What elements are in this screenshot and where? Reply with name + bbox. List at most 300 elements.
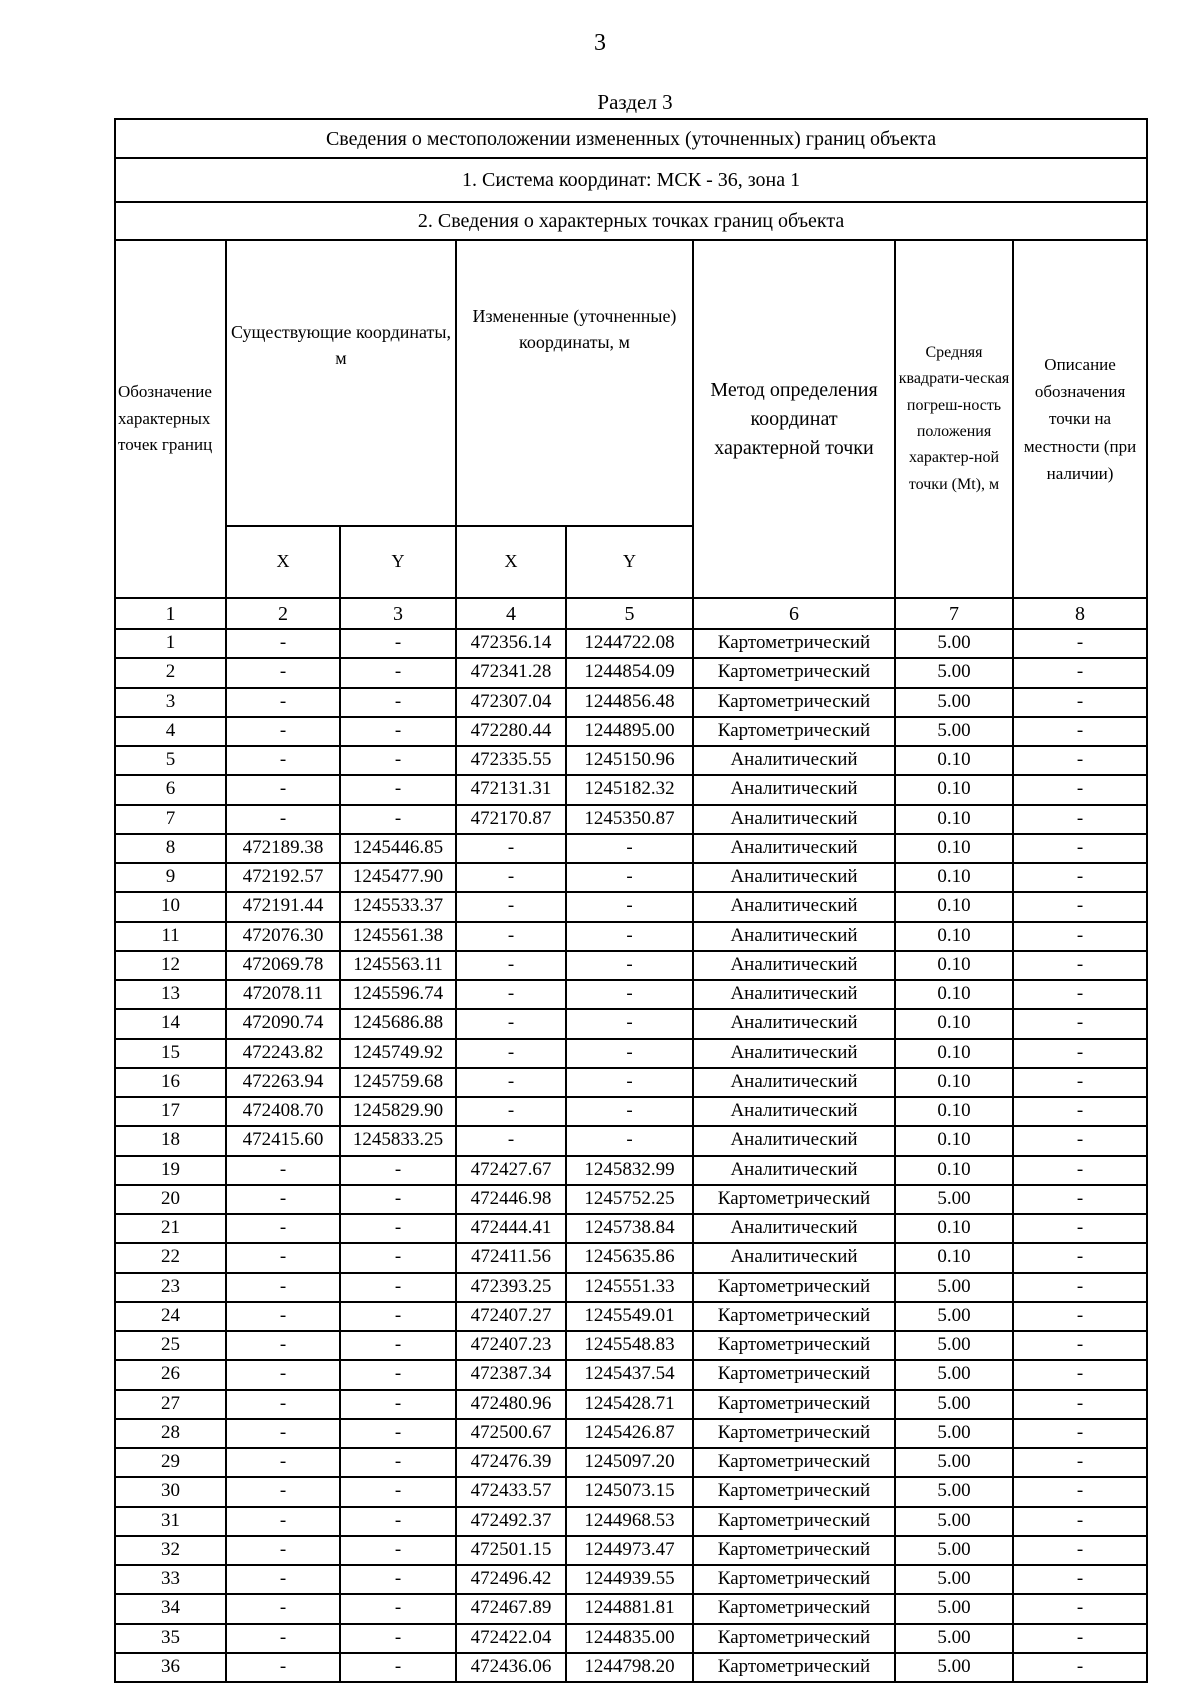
changed-y-cell: 1245551.33 (566, 1273, 693, 1302)
existing-x-cell: 472243.82 (226, 1039, 340, 1068)
changed-y-cell: - (566, 980, 693, 1009)
changed-x-cell: 472501.15 (456, 1536, 566, 1565)
changed-y-cell: 1244939.55 (566, 1565, 693, 1594)
header-changed-coordinates: Измененные (уточненные) координаты, м (456, 240, 693, 526)
existing-x-cell: - (226, 717, 340, 746)
description-cell: - (1013, 1097, 1147, 1126)
changed-y-cell: 1244835.00 (566, 1624, 693, 1653)
method-cell: Аналитический (693, 892, 895, 921)
method-cell: Аналитический (693, 1068, 895, 1097)
existing-y-cell: - (340, 746, 456, 775)
error-cell: 5.00 (895, 1565, 1013, 1594)
method-cell: Картометрический (693, 629, 895, 658)
method-cell: Аналитический (693, 805, 895, 834)
existing-y-cell: - (340, 1536, 456, 1565)
error-cell: 5.00 (895, 1536, 1013, 1565)
changed-y-cell: 1245182.32 (566, 775, 693, 804)
existing-x-cell: - (226, 1565, 340, 1594)
changed-x-cell: 472407.23 (456, 1331, 566, 1360)
method-cell: Картометрический (693, 1360, 895, 1389)
point-number-cell: 28 (115, 1419, 226, 1448)
table-row (115, 863, 1147, 892)
changed-y-cell: - (566, 1097, 693, 1126)
table-row (115, 805, 1147, 834)
column-number: 7 (895, 598, 1013, 629)
error-cell: 5.00 (895, 1624, 1013, 1653)
method-cell: Аналитический (693, 863, 895, 892)
table-row (115, 1214, 1147, 1243)
error-cell: 5.00 (895, 1594, 1013, 1623)
table-row (115, 980, 1147, 1009)
existing-x-cell: 472192.57 (226, 863, 340, 892)
method-cell: Картометрический (693, 1477, 895, 1506)
changed-y-cell: 1245548.83 (566, 1331, 693, 1360)
existing-x-cell: - (226, 1331, 340, 1360)
boundary-points-table (114, 118, 1148, 1683)
column-number: 5 (566, 598, 693, 629)
error-cell: 5.00 (895, 1653, 1013, 1682)
header-error: Средняя квадрати-ческая погреш-ность положения характер-ной точки (Mt), м (895, 240, 1013, 598)
error-cell: 0.10 (895, 834, 1013, 863)
error-cell: 5.00 (895, 1477, 1013, 1506)
existing-x-cell: 472090.74 (226, 1009, 340, 1038)
table-row (115, 775, 1147, 804)
existing-x-cell: - (226, 1536, 340, 1565)
changed-y-cell: 1244856.48 (566, 688, 693, 717)
changed-y-cell: 1244854.09 (566, 658, 693, 687)
changed-x-cell: 472356.14 (456, 629, 566, 658)
error-cell: 5.00 (895, 1419, 1013, 1448)
point-number-cell: 22 (115, 1243, 226, 1272)
changed-y-cell: 1245426.87 (566, 1419, 693, 1448)
table-row (115, 1273, 1147, 1302)
table-row (115, 1156, 1147, 1185)
description-cell: - (1013, 1565, 1147, 1594)
existing-y-cell: 1245563.11 (340, 951, 456, 980)
table-row (115, 1653, 1147, 1682)
existing-y-cell: - (340, 1448, 456, 1477)
description-cell: - (1013, 629, 1147, 658)
existing-y-cell: - (340, 1565, 456, 1594)
method-cell: Аналитический (693, 1097, 895, 1126)
existing-x-cell: - (226, 1419, 340, 1448)
error-cell: 0.10 (895, 863, 1013, 892)
method-cell: Аналитический (693, 775, 895, 804)
existing-y-cell: - (340, 1214, 456, 1243)
error-cell: 0.10 (895, 1009, 1013, 1038)
existing-y-cell: - (340, 775, 456, 804)
existing-y-cell: 1245596.74 (340, 980, 456, 1009)
description-cell: - (1013, 1419, 1147, 1448)
description-cell: - (1013, 1477, 1147, 1506)
error-cell: 0.10 (895, 1243, 1013, 1272)
point-number-cell: 4 (115, 717, 226, 746)
changed-x-cell: 472427.67 (456, 1156, 566, 1185)
changed-x-cell: 472341.28 (456, 658, 566, 687)
description-cell: - (1013, 1302, 1147, 1331)
existing-y-cell: 1245533.37 (340, 892, 456, 921)
description-cell: - (1013, 892, 1147, 921)
changed-x-cell: - (456, 1097, 566, 1126)
table-row (115, 922, 1147, 951)
header-existing-y: Y (340, 526, 456, 598)
error-cell: 0.10 (895, 922, 1013, 951)
changed-x-cell: 472411.56 (456, 1243, 566, 1272)
description-cell: - (1013, 1536, 1147, 1565)
point-number-cell: 15 (115, 1039, 226, 1068)
changed-y-cell: 1244895.00 (566, 717, 693, 746)
changed-y-cell: 1245073.15 (566, 1477, 693, 1506)
description-cell: - (1013, 834, 1147, 863)
changed-y-cell: 1244798.20 (566, 1653, 693, 1682)
description-cell: - (1013, 1390, 1147, 1419)
description-cell: - (1013, 863, 1147, 892)
table-row (115, 834, 1147, 863)
error-cell: 5.00 (895, 1331, 1013, 1360)
existing-x-cell: - (226, 1185, 340, 1214)
changed-y-cell: 1244881.81 (566, 1594, 693, 1623)
table-row (115, 629, 1147, 658)
existing-x-cell: - (226, 1243, 340, 1272)
error-cell: 5.00 (895, 658, 1013, 687)
description-cell: - (1013, 1185, 1147, 1214)
changed-y-cell: - (566, 922, 693, 951)
error-cell: 5.00 (895, 1507, 1013, 1536)
changed-y-cell: - (566, 951, 693, 980)
changed-x-cell: 472446.98 (456, 1185, 566, 1214)
error-cell: 0.10 (895, 1068, 1013, 1097)
table-row (115, 746, 1147, 775)
table-row (115, 688, 1147, 717)
method-cell: Картометрический (693, 1390, 895, 1419)
point-number-cell: 35 (115, 1624, 226, 1653)
existing-x-cell: - (226, 1448, 340, 1477)
points-heading: 2. Сведения о характерных точках границ объекта (115, 202, 1147, 240)
existing-y-cell: 1245759.68 (340, 1068, 456, 1097)
existing-x-cell: 472078.11 (226, 980, 340, 1009)
error-cell: 5.00 (895, 1448, 1013, 1477)
existing-x-cell: - (226, 1156, 340, 1185)
method-cell: Аналитический (693, 1214, 895, 1243)
changed-x-cell: - (456, 1039, 566, 1068)
table-row (115, 1009, 1147, 1038)
error-cell: 0.10 (895, 775, 1013, 804)
description-cell: - (1013, 1009, 1147, 1038)
changed-x-cell: 472422.04 (456, 1624, 566, 1653)
method-cell: Картометрический (693, 1331, 895, 1360)
existing-x-cell: - (226, 1214, 340, 1243)
existing-y-cell: 1245446.85 (340, 834, 456, 863)
description-cell: - (1013, 1448, 1147, 1477)
existing-x-cell: - (226, 1302, 340, 1331)
existing-x-cell: - (226, 1653, 340, 1682)
column-number: 3 (340, 598, 456, 629)
existing-x-cell: - (226, 688, 340, 717)
changed-x-cell: - (456, 834, 566, 863)
point-number-cell: 2 (115, 658, 226, 687)
changed-x-cell: 472444.41 (456, 1214, 566, 1243)
existing-y-cell: - (340, 1390, 456, 1419)
existing-y-cell: - (340, 805, 456, 834)
header-method: Метод определения координат характерной точки (693, 240, 895, 598)
point-number-cell: 7 (115, 805, 226, 834)
column-number: 2 (226, 598, 340, 629)
description-cell: - (1013, 1068, 1147, 1097)
existing-y-cell: - (340, 1653, 456, 1682)
table-row (115, 1039, 1147, 1068)
table-row (115, 951, 1147, 980)
method-cell: Картометрический (693, 1624, 895, 1653)
existing-y-cell: - (340, 1594, 456, 1623)
table-row (115, 1448, 1147, 1477)
method-cell: Картометрический (693, 1185, 895, 1214)
page-number: 3 (594, 30, 606, 56)
existing-y-cell: 1245833.25 (340, 1126, 456, 1155)
existing-y-cell: - (340, 1360, 456, 1389)
table-row (115, 1419, 1147, 1448)
header-description: Описание обозначения точки на местности (при наличии) (1013, 240, 1147, 598)
method-cell: Картометрический (693, 1273, 895, 1302)
changed-x-cell: 472307.04 (456, 688, 566, 717)
error-cell: 0.10 (895, 1156, 1013, 1185)
point-number-cell: 21 (115, 1214, 226, 1243)
column-number: 1 (115, 598, 226, 629)
header-changed-x: X (456, 526, 566, 598)
point-number-cell: 19 (115, 1156, 226, 1185)
existing-y-cell: - (340, 1331, 456, 1360)
point-number-cell: 6 (115, 775, 226, 804)
existing-x-cell: - (226, 1360, 340, 1389)
error-cell: 5.00 (895, 717, 1013, 746)
error-cell: 5.00 (895, 1360, 1013, 1389)
method-cell: Аналитический (693, 834, 895, 863)
changed-x-cell: - (456, 1068, 566, 1097)
point-number-cell: 18 (115, 1126, 226, 1155)
existing-x-cell: 472415.60 (226, 1126, 340, 1155)
changed-y-cell: 1244722.08 (566, 629, 693, 658)
header-changed-y: Y (566, 526, 693, 598)
changed-x-cell: 472170.87 (456, 805, 566, 834)
changed-x-cell: 472500.67 (456, 1419, 566, 1448)
method-cell: Картометрический (693, 1565, 895, 1594)
changed-y-cell: - (566, 1068, 693, 1097)
point-number-cell: 25 (115, 1331, 226, 1360)
changed-x-cell: 472335.55 (456, 746, 566, 775)
description-cell: - (1013, 1624, 1147, 1653)
changed-y-cell: 1244968.53 (566, 1507, 693, 1536)
error-cell: 0.10 (895, 951, 1013, 980)
point-number-cell: 31 (115, 1507, 226, 1536)
description-cell: - (1013, 1156, 1147, 1185)
point-number-cell: 23 (115, 1273, 226, 1302)
existing-x-cell: - (226, 1273, 340, 1302)
existing-x-cell: 472069.78 (226, 951, 340, 980)
method-cell: Картометрический (693, 688, 895, 717)
existing-y-cell: - (340, 688, 456, 717)
point-number-cell: 32 (115, 1536, 226, 1565)
existing-x-cell: 472189.38 (226, 834, 340, 863)
error-cell: 5.00 (895, 1390, 1013, 1419)
existing-y-cell: - (340, 1624, 456, 1653)
point-number-cell: 16 (115, 1068, 226, 1097)
table-row (115, 1536, 1147, 1565)
table-row (115, 1507, 1147, 1536)
existing-x-cell: - (226, 1624, 340, 1653)
table-row (115, 892, 1147, 921)
error-cell: 5.00 (895, 1273, 1013, 1302)
description-cell: - (1013, 717, 1147, 746)
description-cell: - (1013, 775, 1147, 804)
existing-y-cell: 1245686.88 (340, 1009, 456, 1038)
method-cell: Картометрический (693, 1419, 895, 1448)
point-number-cell: 3 (115, 688, 226, 717)
point-number-cell: 17 (115, 1097, 226, 1126)
existing-y-cell: - (340, 1302, 456, 1331)
point-number-cell: 1 (115, 629, 226, 658)
method-cell: Аналитический (693, 1243, 895, 1272)
point-number-cell: 24 (115, 1302, 226, 1331)
changed-x-cell: 472407.27 (456, 1302, 566, 1331)
column-number: 4 (456, 598, 566, 629)
error-cell: 5.00 (895, 629, 1013, 658)
header-designation: Обозначение характерных точек границ (115, 240, 226, 598)
changed-y-cell: - (566, 863, 693, 892)
column-number: 8 (1013, 598, 1147, 629)
description-cell: - (1013, 922, 1147, 951)
table-row (115, 1624, 1147, 1653)
existing-x-cell: - (226, 1477, 340, 1506)
error-cell: 0.10 (895, 1097, 1013, 1126)
point-number-cell: 29 (115, 1448, 226, 1477)
table-row (115, 1565, 1147, 1594)
description-cell: - (1013, 980, 1147, 1009)
table-row (115, 1126, 1147, 1155)
description-cell: - (1013, 805, 1147, 834)
table-row (115, 1360, 1147, 1389)
changed-x-cell: 472476.39 (456, 1448, 566, 1477)
method-cell: Картометрический (693, 1302, 895, 1331)
changed-x-cell: - (456, 1009, 566, 1038)
point-number-cell: 11 (115, 922, 226, 951)
changed-x-cell: 472433.57 (456, 1477, 566, 1506)
changed-x-cell: - (456, 863, 566, 892)
method-cell: Аналитический (693, 951, 895, 980)
description-cell: - (1013, 1331, 1147, 1360)
changed-y-cell: - (566, 1039, 693, 1068)
changed-y-cell: 1244973.47 (566, 1536, 693, 1565)
existing-y-cell: 1245749.92 (340, 1039, 456, 1068)
table-row (115, 1302, 1147, 1331)
column-number: 6 (693, 598, 895, 629)
description-cell: - (1013, 1126, 1147, 1155)
method-cell: Картометрический (693, 1536, 895, 1565)
changed-y-cell: 1245832.99 (566, 1156, 693, 1185)
table-row (115, 1331, 1147, 1360)
changed-x-cell: 472280.44 (456, 717, 566, 746)
point-number-cell: 8 (115, 834, 226, 863)
point-number-cell: 26 (115, 1360, 226, 1389)
existing-x-cell: - (226, 1594, 340, 1623)
method-cell: Аналитический (693, 1009, 895, 1038)
error-cell: 5.00 (895, 688, 1013, 717)
changed-x-cell: 472496.42 (456, 1565, 566, 1594)
error-cell: 0.10 (895, 746, 1013, 775)
description-cell: - (1013, 746, 1147, 775)
method-cell: Аналитический (693, 1126, 895, 1155)
method-cell: Аналитический (693, 1156, 895, 1185)
changed-y-cell: - (566, 1009, 693, 1038)
description-cell: - (1013, 688, 1147, 717)
changed-y-cell: 1245549.01 (566, 1302, 693, 1331)
point-number-cell: 36 (115, 1653, 226, 1682)
changed-x-cell: - (456, 1126, 566, 1155)
header-existing-coordinates: Существующие координаты, м (226, 240, 456, 526)
error-cell: 0.10 (895, 980, 1013, 1009)
method-cell: Картометрический (693, 1507, 895, 1536)
point-number-cell: 12 (115, 951, 226, 980)
method-cell: Картометрический (693, 1653, 895, 1682)
existing-y-cell: 1245561.38 (340, 922, 456, 951)
existing-x-cell: - (226, 746, 340, 775)
existing-x-cell: 472076.30 (226, 922, 340, 951)
existing-y-cell: - (340, 1477, 456, 1506)
table-row (115, 717, 1147, 746)
existing-x-cell: - (226, 1390, 340, 1419)
changed-x-cell: 472467.89 (456, 1594, 566, 1623)
table-row (115, 1390, 1147, 1419)
existing-x-cell: - (226, 805, 340, 834)
changed-y-cell: 1245437.54 (566, 1360, 693, 1389)
existing-y-cell: - (340, 1273, 456, 1302)
changed-x-cell: 472131.31 (456, 775, 566, 804)
changed-x-cell: 472393.25 (456, 1273, 566, 1302)
changed-y-cell: - (566, 834, 693, 863)
description-cell: - (1013, 1214, 1147, 1243)
error-cell: 5.00 (895, 1302, 1013, 1331)
point-number-cell: 20 (115, 1185, 226, 1214)
error-cell: 0.10 (895, 1126, 1013, 1155)
changed-x-cell: - (456, 922, 566, 951)
changed-y-cell: 1245428.71 (566, 1390, 693, 1419)
point-number-cell: 27 (115, 1390, 226, 1419)
method-cell: Аналитический (693, 980, 895, 1009)
point-number-cell: 9 (115, 863, 226, 892)
point-number-cell: 14 (115, 1009, 226, 1038)
changed-y-cell: 1245097.20 (566, 1448, 693, 1477)
changed-y-cell: 1245350.87 (566, 805, 693, 834)
error-cell: 0.10 (895, 892, 1013, 921)
description-cell: - (1013, 658, 1147, 687)
point-number-cell: 30 (115, 1477, 226, 1506)
error-cell: 5.00 (895, 1185, 1013, 1214)
existing-x-cell: 472191.44 (226, 892, 340, 921)
existing-x-cell: 472263.94 (226, 1068, 340, 1097)
changed-x-cell: - (456, 980, 566, 1009)
changed-y-cell: - (566, 892, 693, 921)
table-row (115, 1243, 1147, 1272)
error-cell: 0.10 (895, 805, 1013, 834)
method-cell: Картометрический (693, 717, 895, 746)
description-cell: - (1013, 951, 1147, 980)
existing-y-cell: - (340, 1185, 456, 1214)
section-title: Раздел 3 (597, 90, 673, 114)
changed-y-cell: - (566, 1126, 693, 1155)
method-cell: Картометрический (693, 1594, 895, 1623)
table-row (115, 1068, 1147, 1097)
existing-x-cell: - (226, 658, 340, 687)
method-cell: Картометрический (693, 658, 895, 687)
description-cell: - (1013, 1653, 1147, 1682)
